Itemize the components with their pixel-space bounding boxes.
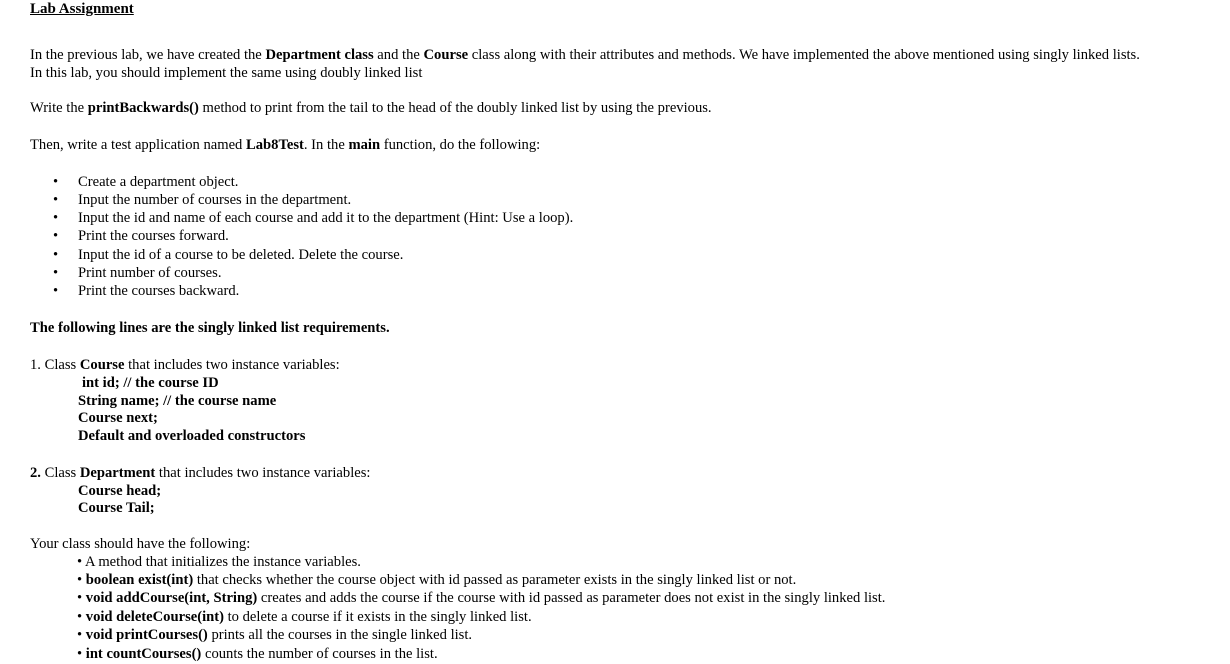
print-backwards-paragraph: Write the printBackwards() method to print from the tail to the head of the doubly linked list by using the previous. (30, 100, 712, 116)
bullet-icon: • (77, 554, 83, 570)
department-field: Course head; (78, 483, 162, 499)
bullet-icon: • (53, 174, 59, 190)
document-title: Lab Assignment (30, 1, 134, 17)
list-item: • void printCourses() prints all the courses in the single linked list. (77, 627, 473, 643)
bullet-icon: • (77, 609, 83, 625)
list-item: Print the courses backward. (78, 283, 240, 299)
intro-paragraph-line-2: In this lab, you should implement the same using doubly linked list (30, 65, 423, 81)
bullet-icon: • (53, 247, 59, 263)
course-field: Course next; (78, 410, 158, 426)
list-item: • int countCourses() counts the number of courses in the list. (77, 646, 438, 662)
bullet-icon: • (53, 283, 59, 299)
requirements-heading: The following lines are the singly linked list requirements. (30, 320, 390, 336)
bullet-icon: • (53, 265, 59, 281)
course-field: String name; // the course name (78, 393, 277, 409)
list-item: • void deleteCourse(int) to delete a course if it exists in the singly linked list. (77, 609, 532, 625)
bullet-icon: • (53, 210, 59, 226)
bullet-icon: • (77, 627, 83, 643)
bullet-icon: • (77, 646, 83, 662)
intro-paragraph-line-1: In the previous lab, we have created the Department class and the Course class along with their attributes and methods. We have implemented the above mentioned using singly linked lists. (30, 47, 1140, 63)
should-have-heading: Your class should have the following: (30, 536, 251, 552)
list-item: Create a department object. (78, 174, 239, 190)
list-item: Input the id and name of each course and add it to the department (Hint: Use a loop). (78, 210, 574, 226)
list-item: Print the courses forward. (78, 228, 229, 244)
department-field: Course Tail; (78, 500, 155, 516)
list-item: Input the number of courses in the department. (78, 192, 352, 208)
list-item: • void addCourse(int, String) creates and adds the course if the course with id passed as parameter does not exist in the singly linked list. (77, 590, 886, 606)
bullet-icon: • (53, 228, 59, 244)
class-course-heading: 1. Class Course that includes two instance variables: (30, 357, 340, 373)
class-department-heading: 2. Class Department that includes two instance variables: (30, 465, 371, 481)
list-item: • boolean exist(int) that checks whether the course object with id passed as parameter exists in the singly linked list or not. (77, 572, 797, 588)
test-app-paragraph: Then, write a test application named Lab8Test. In the main function, do the following: (30, 137, 541, 153)
bullet-icon: • (77, 572, 83, 588)
list-item: Input the id of a course to be deleted. Delete the course. (78, 247, 404, 263)
course-field: Default and overloaded constructors (78, 428, 306, 444)
list-item: • A method that initializes the instance variables. (77, 554, 361, 570)
bullet-icon: • (77, 590, 83, 606)
course-field: int id; // the course ID (82, 375, 219, 391)
bullet-icon: • (53, 192, 59, 208)
list-item: Print number of courses. (78, 265, 222, 281)
